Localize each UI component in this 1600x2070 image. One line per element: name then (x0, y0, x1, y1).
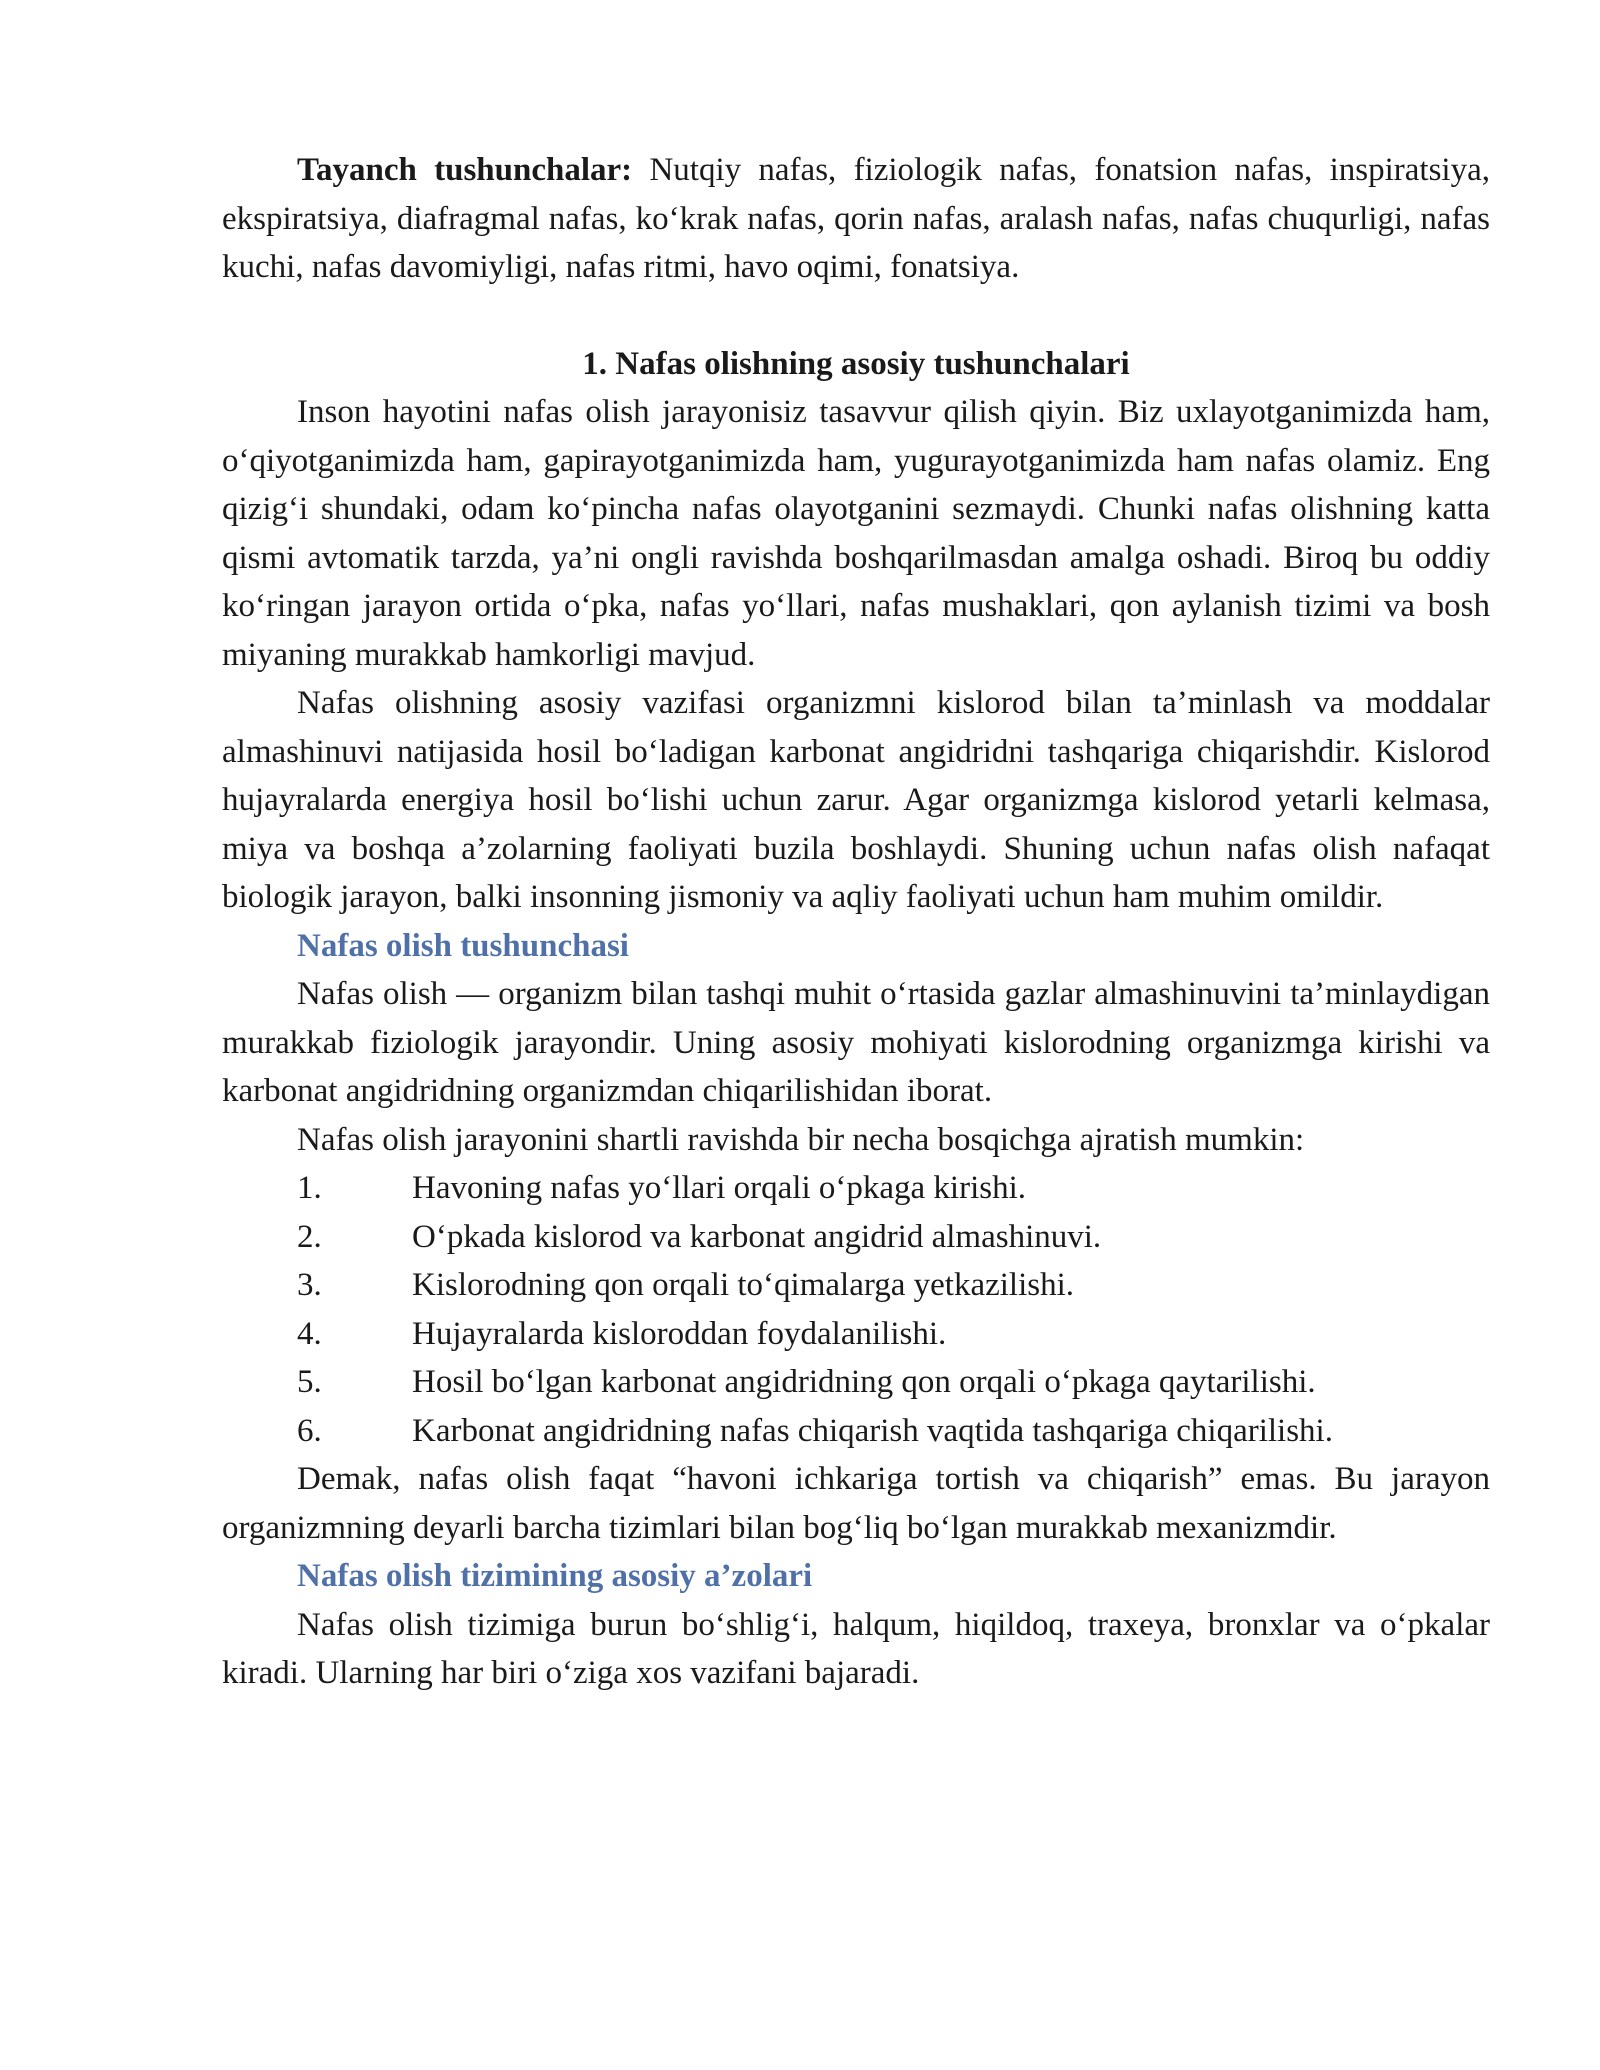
subheading-concept: Nafas olish tushunchasi (297, 927, 629, 964)
list-item-text: Karbonat angidridning nafas chiqarish vaqtida tashqariga chiqarilishi. (412, 1412, 1333, 1449)
organs-paragraph: Nafas olish tizimiga burun bo‘shlig‘i, halqum, hiqildoq, traxeya, bronxlar va o‘pkalar kiradi. Ularning har biri o‘ziga xos vazifani bajaradi. (222, 1606, 1490, 1691)
key-concepts-text: Nutqiy nafas, fiziologik nafas, fonatsion nafas, inspiratsiya, ekspiratsiya, diafragmal nafas, ko‘krak nafas, qorin nafas, aralash nafas, nafas chuqurligi, nafas kuchi, nafas davomiyligi, nafas ritmi, havo oqimi, fonatsiya. (222, 152, 1490, 285)
list-item (297, 1407, 1490, 1456)
stages-list (222, 1164, 1490, 1455)
section-title: 1. Nafas olishning asosiy tushunchalari (582, 345, 1130, 382)
stages-intro-paragraph: Nafas olish jarayonini shartli ravishda bir necha bosqichga ajratish mumkin: (297, 1121, 1305, 1158)
list-item (297, 1261, 1490, 1310)
key-concepts-paragraph (222, 146, 1490, 292)
list-item-text: Hujayralarda kisloroddan foydalanilishi. (412, 1315, 947, 1352)
list-item-number: 4. (297, 1315, 322, 1352)
list-item-text: O‘pkada kislorod va karbonat angidrid almashinuvi. (412, 1218, 1102, 1255)
list-item-text: Hosil bo‘lgan karbonat angidridning qon orqali o‘pkaga qaytarilishi. (412, 1364, 1316, 1400)
definition-paragraph: Nafas olish — organizm bilan tashqi muhit o‘rtasida gazlar almashinuvini ta’minlaydigan murakkab fiziologik jarayondir. Uning asosiy mohiyati kislorodning organizmga kirishi va karbonat angidridning organizmdan chiqarilishidan iborat. (222, 976, 1490, 1109)
list-item-number: 3. (297, 1267, 322, 1303)
list-item (297, 1358, 1490, 1407)
subheading-organs: Nafas olish tizimining asosiy a’zolari (297, 1558, 813, 1594)
list-item (297, 1213, 1490, 1262)
list-item-text: Havoning nafas yo‘llari orqali o‘pkaga kirishi. (412, 1170, 1026, 1206)
key-concepts-label: Tayanch tushunchalar: (297, 152, 633, 188)
conclusion-paragraph: Demak, nafas olish faqat “havoni ichkariga tortish va chiqarish” emas. Bu jarayon organizmning deyarli barcha tizimlari bilan bog‘liq bo‘lgan murakkab mexanizmdir. (222, 1461, 1490, 1546)
function-paragraph: Nafas olishning asosiy vazifasi organizmni kislorod bilan ta’minlash va moddalar almashinuvi natijasida hosil bo‘ladigan karbonat angidridni tashqariga chiqarishdir. Kislorod hujayralarda energiya hosil bo‘lishi uchun zarur. Agar organizmga kislorod yetarli kelmasa, miya va boshqa a’zolarning faoliyati buzila boshlaydi. Shuning uchun nafas olish nafaqat biologik jarayon, balki insonning jismoniy va aqliy faoliyati uchun ham muhim omildir. (222, 685, 1490, 915)
document-page (222, 146, 1490, 1698)
list-item-number: 1. (297, 1170, 322, 1206)
list-item-number: 6. (297, 1412, 322, 1449)
list-item (297, 1310, 1490, 1359)
intro-paragraph: Inson hayotini nafas olish jarayonisiz tasavvur qilish qiyin. Biz uxlayotganimizda ham, o‘qiyotganimizda ham, gapirayotganimizda ham, yugurayotganimizda ham nafas olamiz. Eng qizig‘i shundaki, odam ko‘pincha nafas olayotganini sezmaydi. Chunki nafas olishning katta qismi avtomatik tarzda, ya’ni ongli ravishda boshqarilmasdan amalga oshadi. Biroq bu oddiy ko‘ringan jarayon ortida o‘pka, nafas yo‘llari, nafas mushaklari, qon aylanish tizimi va bosh miyaning murakkab hamkorligi mavjud. (222, 394, 1490, 673)
list-item-number: 5. (297, 1364, 322, 1400)
list-item-text: Kislorodning qon orqali to‘qimalarga yetkazilishi. (412, 1267, 1075, 1303)
list-item (297, 1164, 1490, 1213)
list-item-number: 2. (297, 1218, 322, 1255)
